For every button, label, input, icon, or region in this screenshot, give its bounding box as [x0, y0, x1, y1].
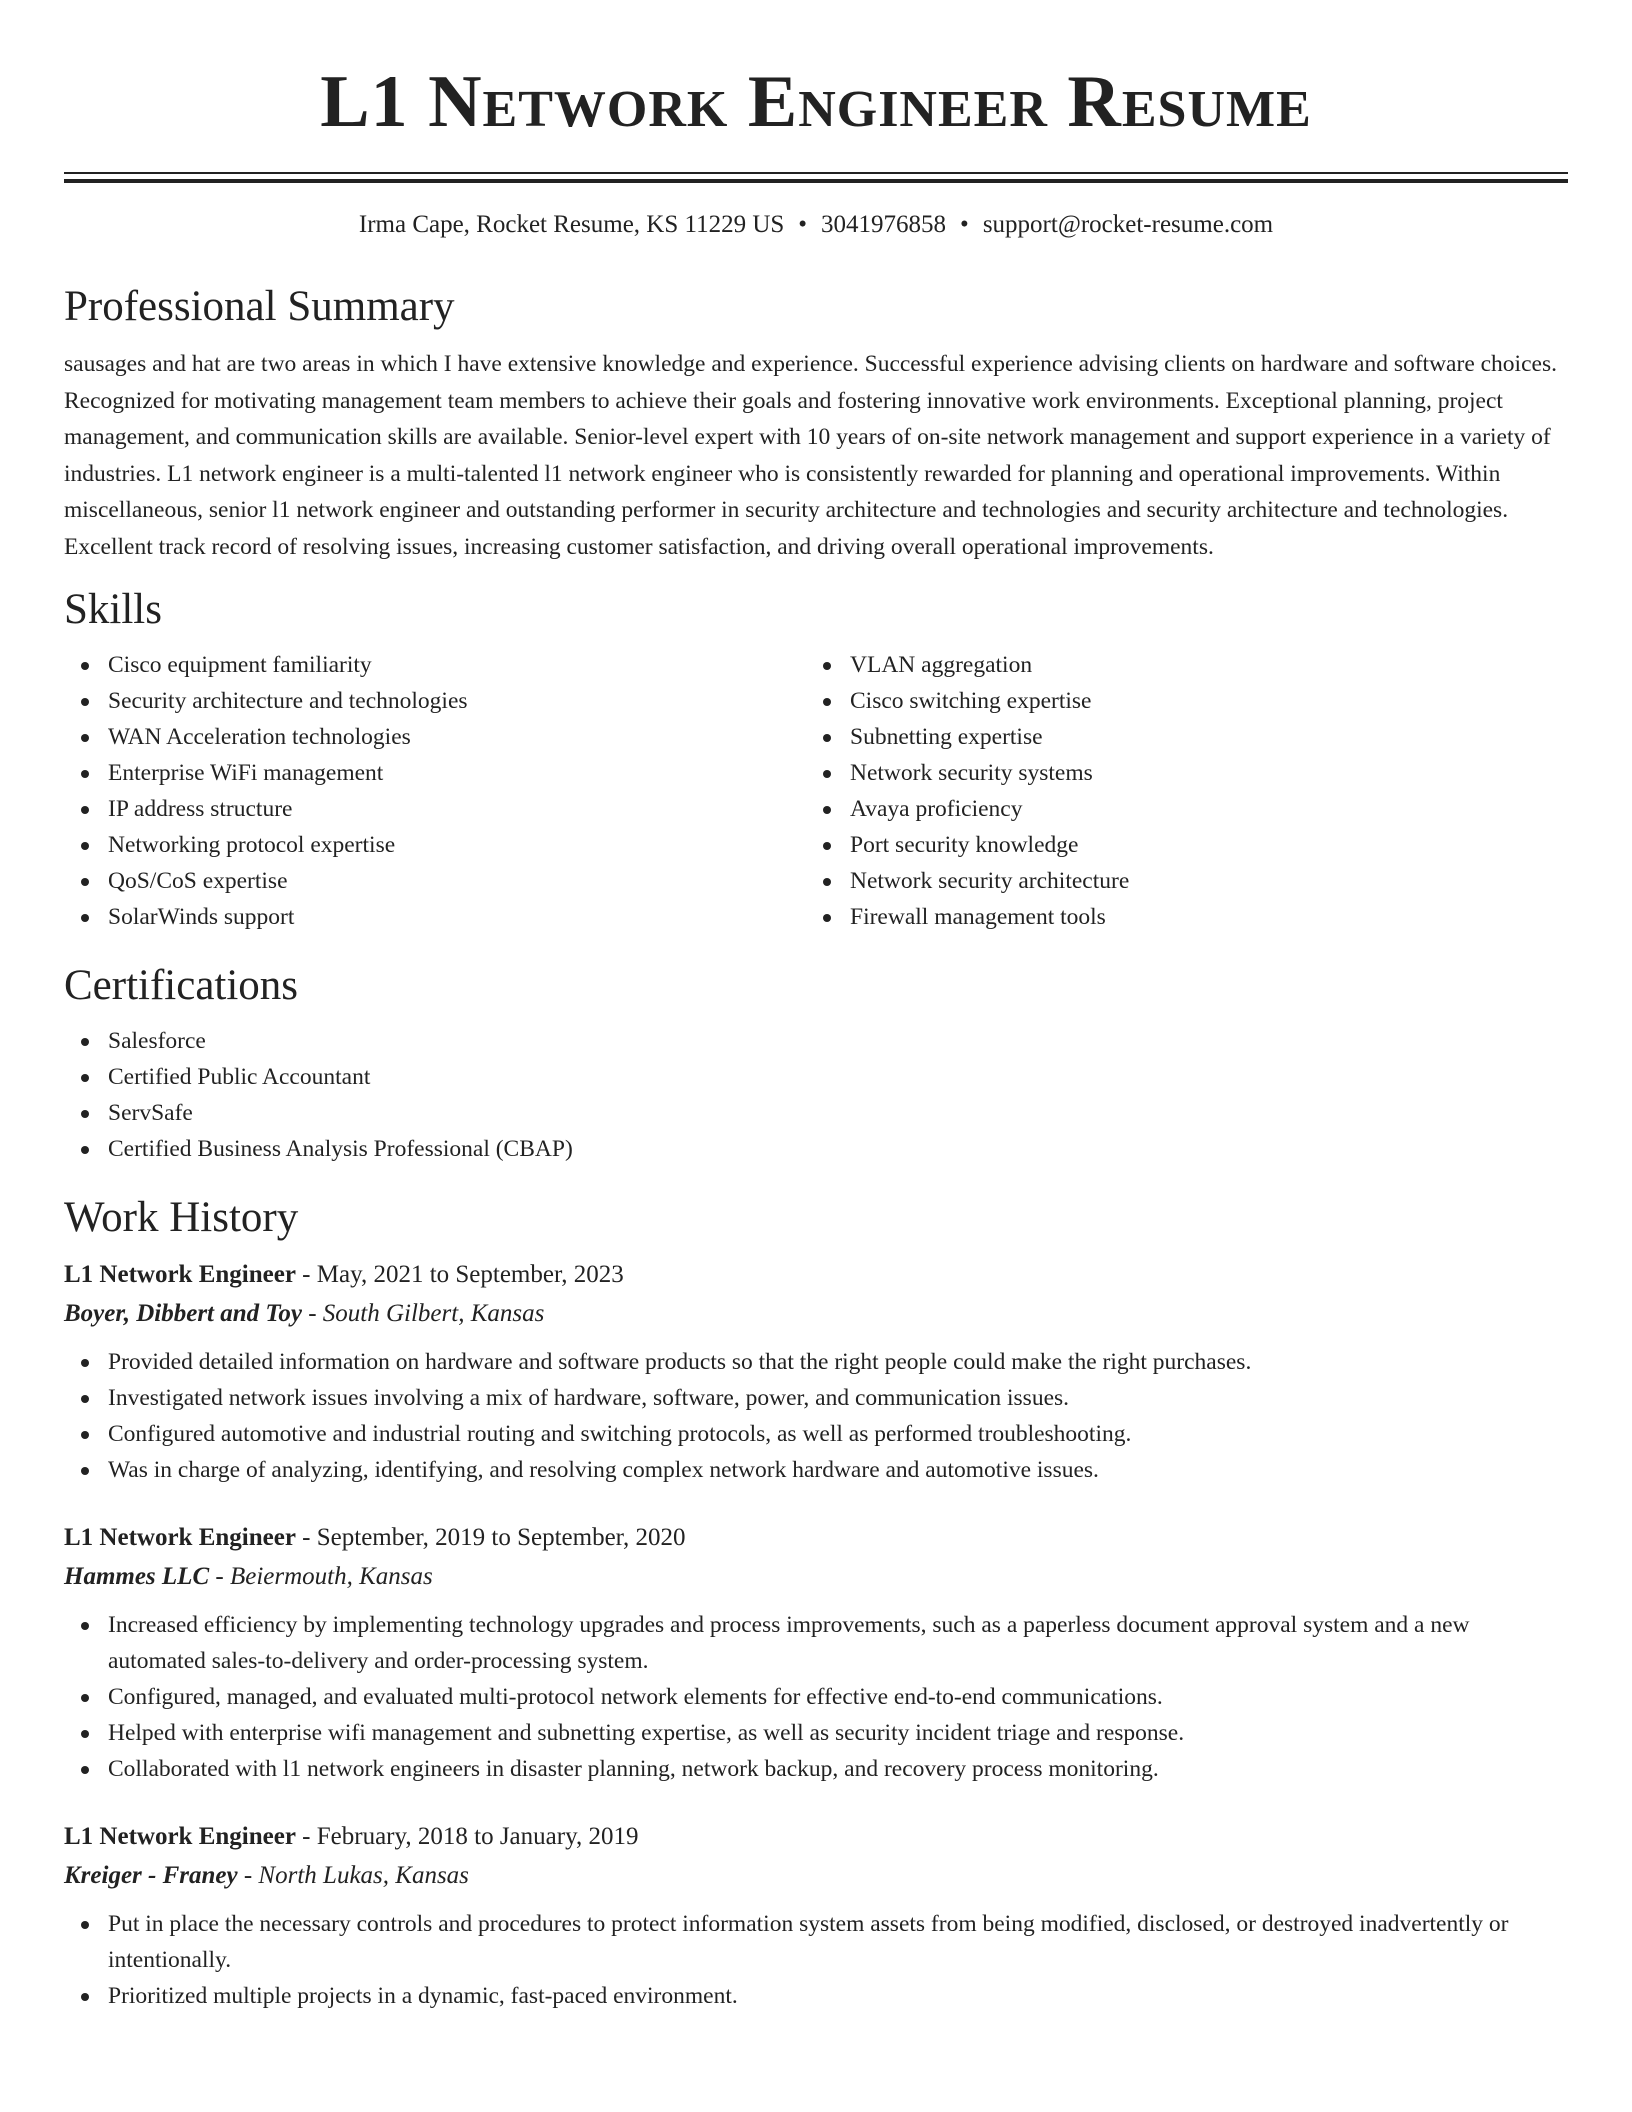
skills-list-left	[64, 647, 806, 935]
contact-address: Irma Cape, Rocket Resume, KS 11229 US	[358, 211, 785, 238]
resume-title: L1 Network Engineer Resume	[320, 61, 1312, 143]
skills-columns	[64, 647, 1568, 935]
certification-item: Salesforce	[64, 1023, 1568, 1059]
skill-item: Cisco equipment familiarity	[64, 647, 806, 683]
job-bullet: Configured automotive and industrial routing and switching protocols, as well as performed troubleshooting.	[64, 1416, 1568, 1452]
job-entry	[64, 1257, 1568, 1488]
job-bullet: Helped with enterprise wifi management and subnetting expertise, as well as security incident triage and response.	[64, 1715, 1568, 1751]
skill-item: Avaya proficiency	[806, 791, 1548, 827]
skill-item: VLAN aggregation	[806, 647, 1548, 683]
job-entry	[64, 1819, 1568, 2014]
work-history-section	[64, 1193, 1568, 2014]
job-bullet: Put in place the necessary controls and procedures to protect information system assets from being modified, disclosed, or destroyed inadvertently or intentionally.	[64, 1906, 1568, 1978]
job-bullet: Collaborated with l1 network engineers in disaster planning, network backup, and recovery process monitoring.	[64, 1751, 1568, 1787]
job-bullet: Increased efficiency by implementing technology upgrades and process improvements, such as a paperless document approval system and a new automated sales-to-delivery and order-processing system.	[64, 1607, 1568, 1679]
job-bullet: Provided detailed information on hardware and software products so that the right people could make the right purchases.	[64, 1344, 1568, 1380]
job-header	[64, 1520, 1568, 1556]
contact-separator: •	[798, 211, 808, 238]
job-bullet: Prioritized multiple projects in a dynamic, fast-paced environment.	[64, 1978, 1568, 2014]
resume-page	[64, 0, 1568, 2014]
job-location: - Beiermouth, Kansas	[215, 1563, 433, 1590]
skill-item: WAN Acceleration technologies	[64, 719, 806, 755]
certification-item: Certified Business Analysis Professional (CBAP)	[64, 1131, 1568, 1167]
skill-item: Network security architecture	[806, 863, 1548, 899]
contact-phone: 3041976858	[821, 211, 947, 238]
job-header	[64, 1257, 1568, 1293]
skill-item: IP address structure	[64, 791, 806, 827]
job-bullet: Was in charge of analyzing, identifying, and resolving complex network hardware and automotive issues.	[64, 1452, 1568, 1488]
job-company-line	[64, 1296, 1568, 1332]
skill-item: Firewall management tools	[806, 899, 1548, 935]
job-company: Boyer, Dibbert and Toy	[64, 1300, 302, 1327]
skill-item: Network security systems	[806, 755, 1548, 791]
job-dates: - September, 2019 to September, 2020	[302, 1524, 686, 1551]
job-bullet: Investigated network issues involving a mix of hardware, software, power, and communication issues.	[64, 1380, 1568, 1416]
skill-item: SolarWinds support	[64, 899, 806, 935]
skill-item: Networking protocol expertise	[64, 827, 806, 863]
job-bullets	[64, 1344, 1568, 1488]
job-title: L1 Network Engineer	[64, 1823, 296, 1850]
certification-item: ServSafe	[64, 1095, 1568, 1131]
skills-section	[64, 585, 1568, 935]
job-company-line	[64, 1858, 1568, 1894]
job-bullets	[64, 1906, 1568, 2014]
summary-heading: Professional Summary	[64, 283, 455, 330]
skill-item: Security architecture and technologies	[64, 683, 806, 719]
job-dates: - February, 2018 to January, 2019	[302, 1823, 639, 1850]
certifications-list	[64, 1023, 1568, 1167]
job-entry	[64, 1520, 1568, 1787]
job-location: - South Gilbert, Kansas	[308, 1300, 545, 1327]
skills-heading: Skills	[64, 586, 162, 633]
skill-item: QoS/CoS expertise	[64, 863, 806, 899]
summary-text: sausages and hat are two areas in which I have extensive knowledge and experience. Successful experience advising clients on hardware and software choices. Recognized for motivating management team members to achieve their goals and fostering innovative work environments. Exceptional planning, project management, and communication skills are available. Senior-level expert with 10 years of on-site network management and support experience in a variety of industries. L1 network engineer is a multi-talented l1 network engineer who is consistently rewarded for planning and operational improvements. Within miscellaneous, senior l1 network engineer and outstanding performer in security architecture and technologies and security architecture and technologies. Excellent track record of resolving issues, increasing customer satisfaction, and driving overall operational improvements.	[64, 351, 1557, 560]
job-company: Hammes LLC	[64, 1563, 210, 1590]
work-history-heading: Work History	[64, 1194, 299, 1241]
summary-section	[64, 282, 1568, 565]
title-divider	[64, 172, 1568, 174]
job-title: L1 Network Engineer	[64, 1261, 296, 1288]
certifications-heading: Certifications	[64, 962, 299, 1009]
contact-email[interactable]: support@rocket-resume.com	[982, 211, 1274, 238]
certification-item: Certified Public Accountant	[64, 1059, 1568, 1095]
job-bullets	[64, 1607, 1568, 1787]
job-location: - North Lukas, Kansas	[243, 1862, 469, 1889]
contact-line	[64, 210, 1568, 240]
job-company: Kreiger - Franey	[64, 1862, 238, 1889]
job-company-line	[64, 1559, 1568, 1595]
skill-item: Subnetting expertise	[806, 719, 1548, 755]
job-dates: - May, 2021 to September, 2023	[302, 1261, 624, 1288]
job-title: L1 Network Engineer	[64, 1524, 296, 1551]
job-bullet: Configured, managed, and evaluated multi-protocol network elements for effective end-to-end communications.	[64, 1679, 1568, 1715]
certifications-section	[64, 961, 1568, 1167]
skill-item: Cisco switching expertise	[806, 683, 1548, 719]
skill-item: Port security knowledge	[806, 827, 1548, 863]
job-header	[64, 1819, 1568, 1855]
skill-item: Enterprise WiFi management	[64, 755, 806, 791]
contact-separator: •	[960, 211, 969, 238]
skills-list-right	[806, 647, 1548, 935]
